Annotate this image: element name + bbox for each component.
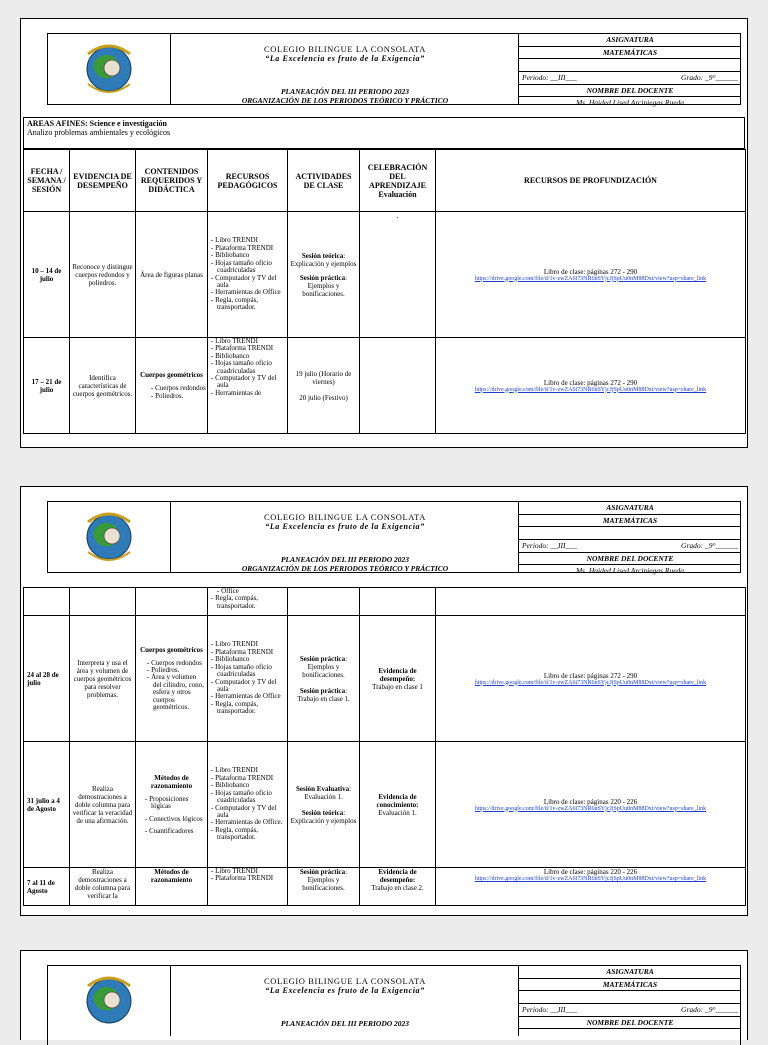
- act2-text: : Ejemplos y bonificaciones.: [302, 273, 348, 298]
- contenidos-list: [137, 660, 206, 712]
- asignatura-value: MATEMÁTICAS: [519, 47, 741, 60]
- actividades-cell: [288, 742, 360, 868]
- list-item: - Poliedros.: [149, 393, 206, 400]
- list-item: - Regla, compás, transportador.: [209, 701, 286, 716]
- table-row: [24, 588, 746, 616]
- contenidos-title: Métodos de razonamiento: [150, 773, 193, 790]
- fecha-cell: 31 julio a 4 de Agosto: [24, 742, 70, 868]
- recursos-list: [209, 588, 286, 610]
- table-row: [24, 868, 746, 906]
- list-item: - Libro TRENDI: [209, 641, 286, 648]
- recursos-cell: [208, 742, 288, 868]
- periodo-grado-row: [519, 72, 741, 85]
- periodo-grado: [519, 991, 741, 1004]
- drive-link[interactable]: https://drive.google.com/file/d/1v-zwZA6t73NR6nSYjcJjSpUu0nM88Dxt/view?usp=share_link: [474, 679, 707, 686]
- act1-text: : Ejemplos y bonificaciones.: [302, 868, 348, 892]
- fecha-cell: 24 al 28 de julio: [24, 616, 70, 742]
- list-item: - Proposiciones lógicas: [143, 796, 206, 811]
- celebracion-cell: .: [360, 212, 436, 338]
- drive-link[interactable]: https://drive.google.com/file/d/1v-zwZA6t73NR6nSYjcJjSpUu0nM88Dxt/view?usp=share_link: [474, 386, 707, 393]
- list-item: - Plataforma TRENDI: [209, 649, 286, 656]
- recursos-list: [209, 868, 286, 883]
- col-profundizacion: RECURSOS DE PROFUNDIZACIÓN: [436, 150, 746, 212]
- contenidos-cell: [136, 616, 208, 742]
- periodo-grado-row: [519, 1004, 741, 1017]
- list-item: - Plataforma TRENDI: [209, 345, 286, 352]
- cel-title: Evidencia de conocimiento:: [376, 792, 419, 809]
- plan-title: PLANEACIÓN DEL III PERIODO 2023: [280, 87, 410, 96]
- list-item: - Área y volumen del cilindro, cono, esfera y otros cuerpos geométricos.: [145, 674, 206, 711]
- school-motto: “La Excelencia es fruto de la Exigencia”: [265, 986, 425, 995]
- list-item: - Computador y TV del aula: [209, 375, 286, 390]
- grado: Grado: _9°______: [681, 73, 738, 83]
- list-item: - Office: [209, 588, 286, 595]
- profundizacion-cell: [436, 338, 746, 434]
- periodo-grado: [519, 59, 741, 72]
- act1-title: Sesión teórica: [301, 251, 344, 260]
- list-item: - Conectivos lógicos: [143, 816, 206, 823]
- recursos-cell: [208, 338, 288, 434]
- contenidos-cell: Métodos de razonamiento: [136, 868, 208, 906]
- act1-text: : Ejemplos y bonificaciones.: [302, 654, 348, 679]
- list-item: - Libro TRENDI: [209, 338, 286, 345]
- header-center: [170, 966, 520, 1036]
- celebracion-cell: [360, 588, 436, 616]
- drive-link[interactable]: https://drive.google.com/file/d/1v-zwZA6t73NR6nSYjcJjSpUu0nM88Dxt/view?usp=share_link: [474, 876, 707, 882]
- planning-table-2: [23, 587, 746, 906]
- header-info: [518, 34, 741, 108]
- recursos-list: [209, 237, 286, 311]
- evidencia-cell: Reconoce y distingue cuerpos redondos y poliedros.: [70, 212, 136, 338]
- celebracion-cell: [360, 742, 436, 868]
- grado: Grado: _9°______: [681, 541, 738, 551]
- list-item: - Cuantificadores: [143, 828, 206, 835]
- list-item: - Herramientas de Office.: [209, 819, 286, 826]
- list-item: - Cuerpos redondos: [149, 385, 206, 392]
- act1-title: Sesión práctica: [299, 868, 346, 876]
- recursos-cell: [208, 868, 288, 906]
- contenidos-cell: [136, 338, 208, 434]
- org-title: ORGANIZACIÓN DE LOS PERIODOS TEÓRICO Y PRÁCTICO: [241, 96, 449, 105]
- school-name: COLEGIO BILINGUE LA CONSOLATA: [264, 976, 426, 986]
- list-item: - Hojas tamaño oficio cuadriculadas: [209, 360, 286, 375]
- cel-title: Evidencia de desempeño:: [378, 868, 417, 884]
- libro-text: Libro de clase: páginas 220 - 226: [543, 797, 638, 806]
- list-item: - Herramientas de: [209, 390, 286, 397]
- school-name: COLEGIO BILINGUE LA CONSOLATA: [264, 512, 426, 522]
- asignatura-label: ASIGNATURA: [519, 34, 741, 47]
- areas-line2: Analizo problemas ambientales y ecológicos: [27, 128, 171, 137]
- planning-table-1: [23, 149, 746, 434]
- col-fecha: FECHA / SEMANA / SESIÓN: [24, 150, 70, 212]
- libro-text: Libro de clase: páginas 220 - 226: [543, 868, 638, 876]
- recursos-cell: [208, 588, 288, 616]
- plan-title: PLANEACIÓN DEL III PERIODO 2023: [280, 1019, 410, 1028]
- recursos-list: [209, 338, 286, 397]
- periodo: Periodo: __III___: [522, 73, 577, 83]
- header: [47, 965, 741, 1045]
- school-logo: [48, 34, 171, 104]
- act1-title: Sesión práctica: [299, 654, 346, 663]
- table-row: [24, 212, 746, 338]
- docente-label: NOMBRE DEL DOCENTE: [519, 553, 741, 566]
- areas-line1: AREAS AFINES: Science e investigación: [27, 119, 167, 128]
- list-item: - Hojas tamaño oficio cuadriculadas: [209, 664, 286, 679]
- plan-title: PLANEACIÓN DEL III PERIODO 2023: [280, 555, 410, 564]
- contenidos-title: Cuerpos geométricos: [140, 371, 203, 380]
- evidencia-cell: Interpreta y usa el área y volumen de cuerpos geométricos para resolver problemas.: [70, 616, 136, 742]
- list-item: - Libro TRENDI: [209, 237, 286, 244]
- col-actividades: ACTIVIDADES DE CLASE: [288, 150, 360, 212]
- celebracion-cell: [360, 338, 436, 434]
- docente-name: Ms. Haided Lised Arciniegas Rueda: [575, 98, 685, 108]
- asignatura-value: MATEMÁTICAS: [519, 515, 741, 528]
- contenidos-list: [137, 385, 206, 400]
- cel-text: Trabajo en clase 2.: [371, 884, 424, 892]
- header-info: [518, 502, 741, 576]
- list-item: - Bibliobanco: [209, 353, 286, 360]
- fecha-cell: 17 – 21 de julio: [24, 338, 70, 434]
- cel-title: Evidencia de desempeño:: [378, 666, 417, 683]
- list-item: - Computador y TV del aula: [209, 805, 286, 820]
- docente-label: NOMBRE DEL DOCENTE: [519, 1017, 741, 1030]
- periodo: Periodo: __III___: [522, 1005, 577, 1015]
- list-item: - Libro TRENDI: [209, 868, 286, 875]
- list-item: - Bibliobanco: [209, 252, 286, 259]
- act2-text: : Trabajo en clase 1.: [297, 686, 350, 703]
- actividades-cell: [288, 338, 360, 434]
- profundizacion-cell: [436, 742, 746, 868]
- profundizacion-cell: [436, 212, 746, 338]
- asignatura-label: ASIGNATURA: [519, 502, 741, 515]
- list-item: - Plataforma TRENDI: [209, 875, 286, 882]
- table-row: [24, 616, 746, 742]
- periodo-grado: [519, 527, 741, 540]
- page-2: [20, 486, 748, 916]
- act2-text: : Explicación y ejemplos: [290, 808, 357, 825]
- docente-name: Ms. Haided Lised Arciniegas Rueda: [575, 566, 685, 576]
- evidencia-cell: Realiza demostraciones a doble columna para verificar la veracidad de una afirmación.: [70, 742, 136, 868]
- actividades-cell: [288, 616, 360, 742]
- header-center: [170, 502, 520, 572]
- list-item: - Libro TRENDI: [209, 767, 286, 774]
- list-item: - Computador y TV del aula: [209, 275, 286, 290]
- act1-title: Sesión Evaluativa: [295, 784, 350, 793]
- page-1: [20, 18, 748, 448]
- actividades-cell: [288, 588, 360, 616]
- list-item: - Herramientas de Office: [209, 289, 286, 296]
- header: [47, 33, 741, 108]
- page-3: [20, 950, 748, 1040]
- celebracion-cell: [360, 616, 436, 742]
- table-row: [24, 742, 746, 868]
- docente-label: NOMBRE DEL DOCENTE: [519, 85, 741, 98]
- header: [47, 501, 741, 576]
- school-logo: [48, 966, 171, 1036]
- contenidos-title: Cuerpos geométricos: [140, 645, 203, 654]
- act2-text: 20 julio (Festivo): [299, 393, 348, 402]
- contenidos-cell: [136, 588, 208, 616]
- table-row: [24, 338, 746, 434]
- act2-title: Sesión teórica: [301, 808, 344, 817]
- col-evidencia: EVIDENCIA DE DESEMPEÑO: [70, 150, 136, 212]
- periodo: Periodo: __III___: [522, 541, 577, 551]
- drive-link[interactable]: https://drive.google.com/file/d/1v-zwZA6t73NR6nSYjcJjSpUu0nM88Dxt/view?usp=share_link: [474, 805, 707, 812]
- header-center: [170, 34, 520, 104]
- actividades-cell: [288, 212, 360, 338]
- profundizacion-cell: [436, 588, 746, 616]
- list-item: - Regla, compás, transportador.: [209, 297, 286, 312]
- list-item: - Herramientas de Office: [209, 693, 286, 700]
- evidencia-cell: Realiza demostraciones a doble columna para verificar la: [70, 868, 136, 906]
- col-recursos: RECURSOS PEDAGÓGICOS: [208, 150, 288, 212]
- list-item: - Plataforma TRENDI: [209, 245, 286, 252]
- grado: Grado: _9°______: [681, 1005, 738, 1015]
- cel-text: Evaluación 1.: [378, 808, 417, 817]
- act2-title: Sesión práctica: [299, 273, 346, 282]
- act2-title: Sesión práctica: [299, 686, 346, 695]
- act1-text: 19 julio (Horario de viernes): [295, 369, 352, 386]
- list-item: - Hojas tamaño oficio cuadriculadas: [209, 790, 286, 805]
- fecha-cell: [24, 588, 70, 616]
- cel-text: Trabajo en clase 1: [372, 682, 423, 691]
- profundizacion-cell: [436, 868, 746, 906]
- table-header-row: [24, 150, 746, 212]
- school-logo: [48, 502, 171, 572]
- fecha-cell: 10 – 14 de julio: [24, 212, 70, 338]
- evidencia-cell: Identifica características de cuerpos geométricos.: [70, 338, 136, 434]
- libro-text: Libro de clase: páginas 272 - 290: [543, 267, 638, 276]
- celebracion-cell: [360, 868, 436, 906]
- evidencia-cell: [70, 588, 136, 616]
- recursos-list: [209, 641, 286, 715]
- list-item: - Bibliobanco: [209, 656, 286, 663]
- fecha-cell: 7 al 11 de Agosto: [24, 868, 70, 906]
- act1-text: : Evaluación 1.: [304, 784, 352, 801]
- asignatura-label: ASIGNATURA: [519, 966, 741, 979]
- contenidos-cell: Área de figuras planas: [136, 212, 208, 338]
- libro-text: Libro de clase: páginas 272 - 290: [543, 671, 638, 680]
- list-item: - Hojas tamaño oficio cuadriculadas: [209, 260, 286, 275]
- profundizacion-cell: [436, 616, 746, 742]
- list-item: - Plataforma TRENDI: [209, 775, 286, 782]
- list-item: - Poliedros.: [145, 667, 206, 674]
- header-info: [518, 966, 741, 1036]
- school-name: COLEGIO BILINGUE LA CONSOLATA: [264, 44, 426, 54]
- org-title: ORGANIZACIÓN DE LOS PERIODOS TEÓRICO Y PRÁCTICO: [241, 564, 449, 573]
- drive-link[interactable]: https://drive.google.com/file/d/1v-zwZA6t73NR6nSYjcJjSpUu0nM88Dxt/view?usp=share_link: [474, 275, 707, 282]
- list-item: - Regla, compás, transportador.: [209, 827, 286, 842]
- list-item: - Bibliobanco: [209, 782, 286, 789]
- asignatura-value: MATEMÁTICAS: [519, 979, 741, 992]
- recursos-cell: [208, 616, 288, 742]
- recursos-cell: [208, 212, 288, 338]
- school-motto: “La Excelencia es fruto de la Exigencia”: [265, 54, 425, 63]
- recursos-list: [209, 767, 286, 841]
- contenidos-cell: [136, 742, 208, 868]
- col-celebracion: CELEBRACIÓN DEL APRENDIZAJE Evaluación: [360, 150, 436, 212]
- list-item: - Cuerpos redondos: [145, 660, 206, 667]
- list-item: - Regla, compás, transportador.: [209, 595, 286, 610]
- list-item: - Computador y TV del aula: [209, 679, 286, 694]
- col-contenidos: CONTENIDOS REQUERIDOS Y DIDÁCTICA: [136, 150, 208, 212]
- libro-text: Libro de clase: páginas 272 - 290: [543, 378, 638, 387]
- areas-afines: [23, 117, 745, 149]
- actividades-cell: [288, 868, 360, 906]
- school-motto: “La Excelencia es fruto de la Exigencia”: [265, 522, 425, 531]
- periodo-grado-row: [519, 540, 741, 553]
- act1-text: : Explicación y ejemplos: [290, 251, 357, 268]
- contenidos-list: [137, 796, 206, 836]
